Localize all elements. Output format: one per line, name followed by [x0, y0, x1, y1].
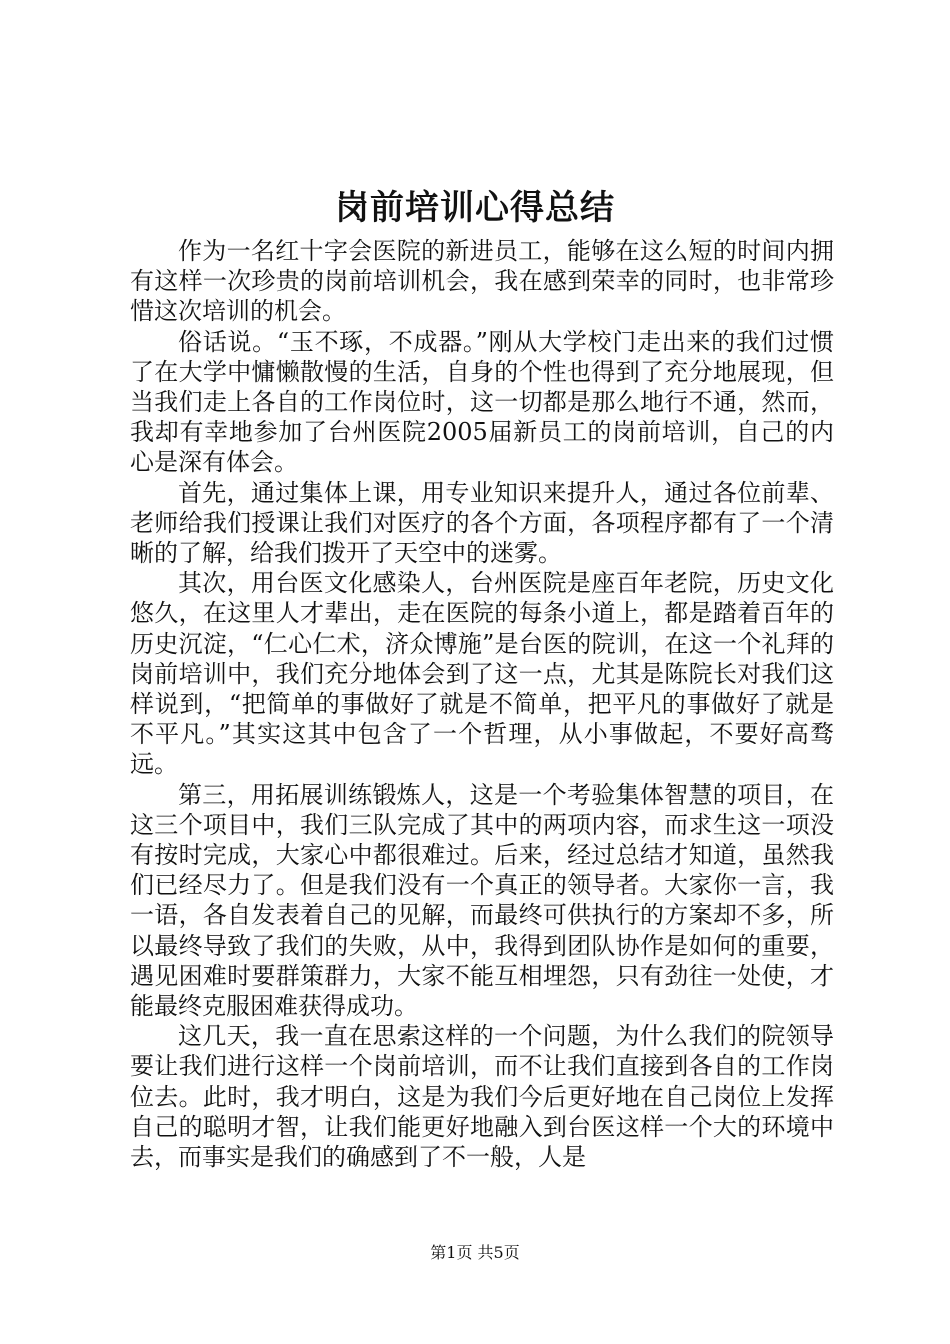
document-title: 岗前培训心得总结 [335, 188, 615, 228]
paragraph-5: 第三，用拓展训练锻炼人，这是一个考验集体智慧的项目，在这三个项目中，我们三队完成了其中的两项内容，而求生这一项没有按时完成，大家心中都很难过。后来，经过总结才知道，虽然我们已经尽力了。但是我们没有一个真正的领导者。大家你一言，我一语，各自发表着自己的见解，而最终可供执行的方案却不多，所以最终导致了我们的失败，从中，我得到团队协作是如何的重要，遇见困难时要群策群力，大家不能互相埋怨，只有劲往一处使，才能最终克服困难获得成功。 [130, 780, 834, 1021]
paragraph-4: 其次，用台医文化感染人，台州医院是座百年老院，历史文化悠久，在这里人才辈出，走在医院的每条小道上，都是踏着百年的历史沉淀，“仁心仁术，济众博施”是台医的院训，在这一个礼拜的岗前培训中，我们充分地体会到了这一点，尤其是陈院长对我们这样说到，“把简单的事做好了就是不简单，把平凡的事做好了就是不平凡。”其实这其中包含了一个哲理，从小事做起，不要好高骛远。 [130, 569, 834, 779]
paragraph-3: 首先，通过集体上课，用专业知识来提升人，通过各位前辈、老师给我们授课让我们对医疗的各个方面，各项程序都有了一个清晰的了解，给我们拨开了天空中的迷雾。 [130, 478, 834, 568]
paragraph-6: 这几天，我一直在思索这样的一个问题，为什么我们的院领导要让我们进行这样一个岗前培训，而不让我们直接到各自的工作岗位去。此时，我才明白，这是为我们今后更好地在自己岗位上发挥自己的聪明才智，让我们能更好地融入到台医这样一个大的环境中去，而事实是我们的确感到了不一般，人是 [130, 1022, 834, 1172]
paragraph-2: 俗话说。“玉不琢，不成器。”刚从大学校门走出来的我们过惯了在大学中慵懒散慢的生活，自身的个性也得到了充分地展现，但当我们走上各自的工作岗位时，这一切都是那么地行不通，然而，我却有幸地参加了台州医院2005届新员工的岗前培训，自己的内心是深有体会。 [130, 327, 834, 477]
paragraph-1: 作为一名红十字会医院的新进员工，能够在这么短的时间内拥有这样一次珍贵的岗前培训机会，我在感到荣幸的同时，也非常珍惜这次培训的机会。 [130, 237, 834, 326]
document-body [130, 236, 834, 1172]
page-number-footer: 第1页 共5页 [430, 1243, 520, 1262]
